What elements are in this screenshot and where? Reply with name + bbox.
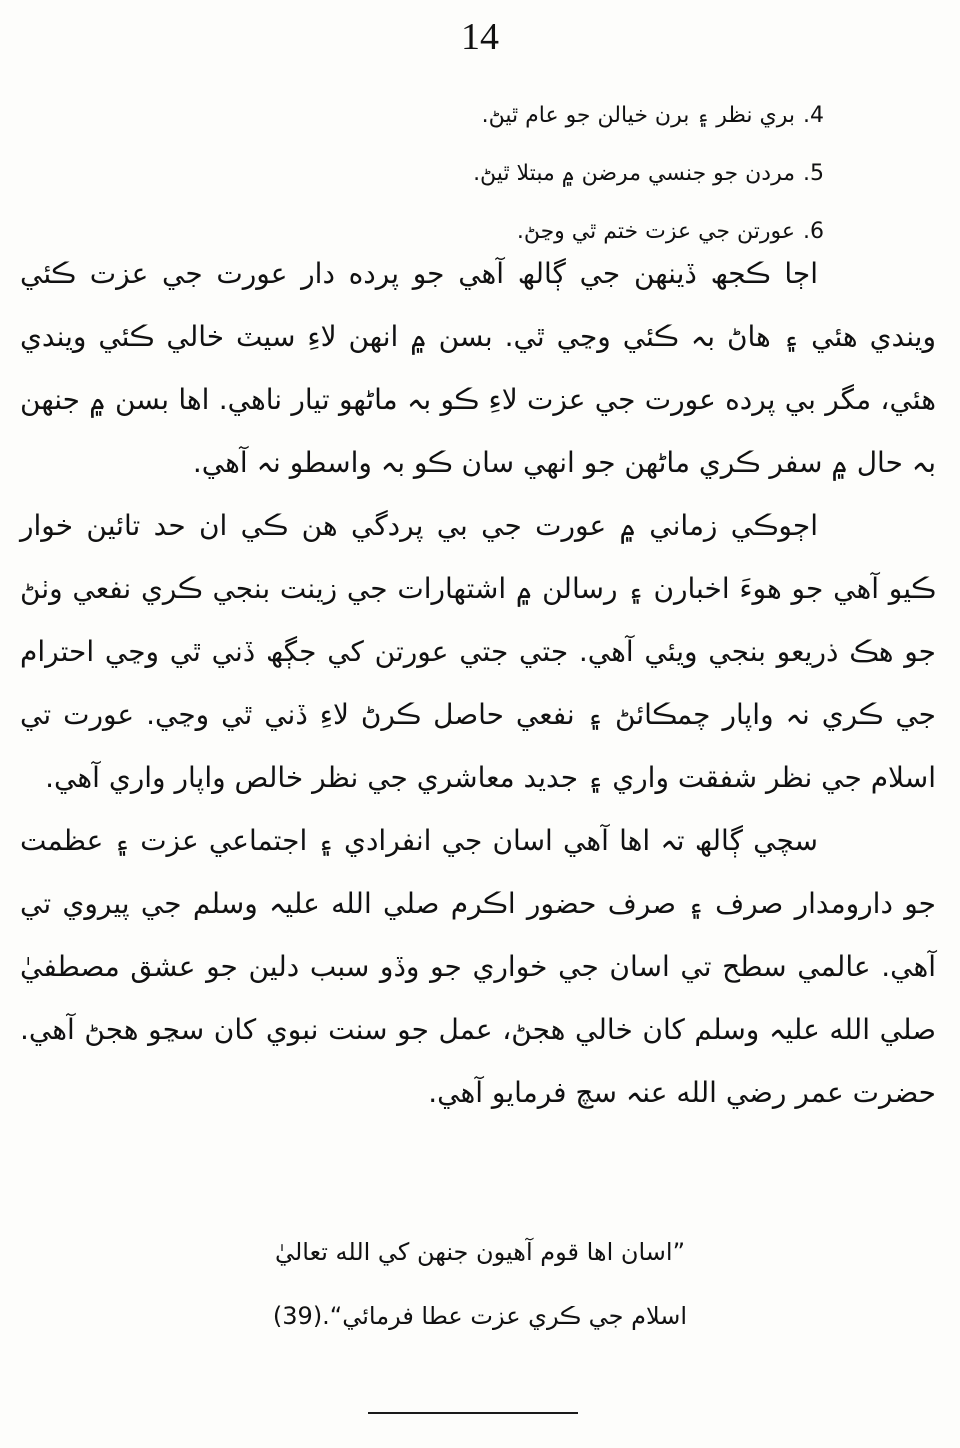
quote-line: اسلام جي ڪري عزت عطا فرمائي“.(39) (272, 1302, 688, 1330)
quote-line: ”اسان اها قوم آهيون جنهن کي الله تعاليٰ (274, 1238, 686, 1266)
paragraph: اڄوڪي زماني ۾ عورت جي بي پردگي هن ڪي ان حد تائين خوار ڪيو آهي جو هوءَ اخبارن ۽ رسالن ۾ اشتهارات جي زينت بنجي ڪري نفعي وٺڻ جو هڪ ذريعو بنجي ويئي آهي. جتي جتي عورتن کي جڳھ ڏني ٿي وڃي احترام جي ڪري نہ واپار چمڪائڻ ۽ نفعي حاصل ڪرڻ لاءِ ڏني ٿي وڃي. عورت تي اسلام جي نظر شفقت واري ۽ جديد معاشري جي نظر خالص واپار واري آهي. (20, 509, 936, 794)
body-text (20, 242, 936, 1124)
list-item-number: 6. (803, 219, 824, 244)
list-item-text: مردن جو جنسي مرضن ۾ مبتلا ٿيڻ. (473, 161, 795, 186)
list-item-text: عورتن جي عزت ختم ٿي وڃڻ. (516, 219, 795, 244)
list-item-number: 5. (803, 161, 824, 186)
numbered-list (184, 88, 824, 262)
footnote-separator (368, 1412, 578, 1414)
list-item (184, 88, 824, 146)
list-item (184, 146, 824, 204)
list-item-text: بري نظر ۽ برن خيالن جو عام ٿيڻ. (481, 103, 795, 128)
paragraph: اڄا ڪجھ ڏينهن جي ڳالھ آهي جو پرده دار عورت جي عزت ڪئي ويندي هئي ۽ هاڻ بہ ڪئي وڃي ٿي. بسن ۾ انهن لاءِ سيٽ خالي ڪئي ويندي هئي، مگر بي پرده عورت جي عزت لاءِ ڪو بہ ماڻهو تيار ناهي. اها بسن ۾ جنهن بہ حال ۾ سفر ڪري ماڻهن جو انهي سان ڪو بہ واسطو نہ آهي. (20, 257, 936, 479)
page-number: 14 (461, 16, 499, 58)
paragraph: سچي ڳالھ تہ اها آهي اسان جي انفرادي ۽ اجتماعي عزت ۽ عظمت جو دارومدار صرف ۽ صرف حضور اڪرم صلي الله عليہ وسلم جي پيروي تي آهي. عالمي سطح تي اسان جي خواري جو وڏو سبب دلين جو عشق مصطفيٰ صلي الله عليہ وسلم کان خالي هجڻ، عمل جو سنت نبوي کان سڃو هجڻ آهي. حضرت عمر رضي الله عنہ سچ فرمايو آهي. (20, 824, 936, 1109)
block-quote (0, 1220, 960, 1348)
list-item-number: 4. (803, 103, 824, 128)
